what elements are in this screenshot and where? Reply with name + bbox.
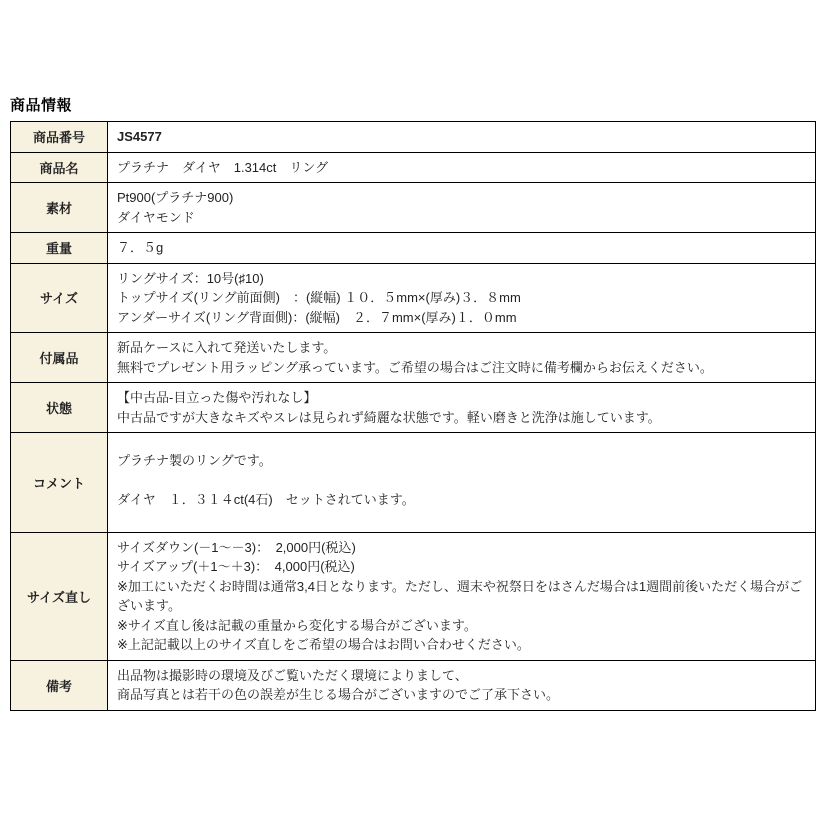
value-line: 中古品ですが大きなキズやスレは見られず綺麗な状態です。軽い磨きと洗浄は施しています。 — [117, 409, 661, 425]
table-row-comment — [11, 433, 816, 533]
row-label: 状態 — [11, 383, 108, 433]
row-value — [108, 532, 816, 660]
table-row-item-number — [11, 122, 816, 153]
row-label: 備考 — [11, 660, 108, 710]
row-label: 商品名 — [11, 152, 108, 183]
table-row-resizing — [11, 532, 816, 660]
value-line: ※サイズ直し後は記載の重量から変化する場合がございます。 — [117, 617, 477, 633]
value-line — [117, 471, 806, 491]
table-row-condition — [11, 383, 816, 433]
row-label: 素材 — [11, 183, 108, 233]
table-row-size — [11, 263, 816, 333]
value-line: 【中古品-目立った傷や汚れなし】 — [117, 390, 317, 405]
row-value — [108, 333, 816, 383]
value-line: ７．５g — [117, 240, 164, 255]
product-info-section — [10, 94, 816, 711]
value-line: アンダーサイズ(リング背面側)：(縦幅) ２．７mm×(厚み)１．０mm — [117, 309, 517, 325]
value-line: JS4577 — [117, 129, 162, 144]
row-label: コメント — [11, 433, 108, 533]
value-line: 無料でプレゼント用ラッピング承っています。ご希望の場合はご注文時に備考欄からお伝えください。 — [117, 359, 713, 375]
value-line: 新品ケースに入れて発送いたします。 — [117, 340, 337, 355]
row-value — [108, 152, 816, 183]
row-value — [108, 660, 816, 710]
row-value — [108, 433, 816, 533]
row-label: サイズ — [11, 263, 108, 333]
table-row-item-name — [11, 152, 816, 183]
value-line: トップサイズ(リング前面側) ：(縦幅) １０．５mm×(厚み)３．８mm — [117, 290, 521, 305]
value-line: ダイヤモンド — [117, 209, 195, 225]
row-value — [108, 183, 816, 233]
value-line: リングサイズ：10号(♯10) — [117, 270, 264, 286]
value-line: ※加工にいただくお時間は通常3,4日となります。ただし、週末や祝祭日をはさんだ場合は1週間前後いただく場合がございます。 — [117, 578, 803, 613]
table-row-weight — [11, 233, 816, 264]
row-value — [108, 122, 816, 153]
table-row-notes — [11, 660, 816, 710]
value-line: プラチナ ダイヤ 1.314ct リング — [117, 159, 329, 175]
value-line: サイズダウン(－1〜－3)： 2,000円(税込) — [117, 539, 356, 555]
table-row-accessories — [11, 333, 816, 383]
table-row-material — [11, 183, 816, 233]
value-line: 商品写真とは若干の色の誤差が生じる場合がございますのでご了承下さい。 — [117, 687, 560, 702]
row-label: 重量 — [11, 233, 108, 264]
value-line: ダイヤ １．３１４ct(4石) セットされています。 — [117, 492, 415, 507]
value-line: ※上記記載以上のサイズ直しをご希望の場合はお問い合わせください。 — [117, 637, 530, 652]
row-label: 商品番号 — [11, 122, 108, 153]
row-value — [108, 263, 816, 333]
row-label: 付属品 — [11, 333, 108, 383]
section-title: 商品情報 — [10, 97, 73, 114]
value-line: サイズアップ(＋1〜＋3)： 4,000円(税込) — [117, 559, 355, 574]
value-line: Pt900(プラチナ900) — [117, 190, 234, 205]
value-line: プラチナ製のリングです。 — [117, 453, 272, 468]
value-line: 出品物は撮影時の環境及びご覧いただく環境によりまして、 — [117, 667, 468, 683]
row-value — [108, 233, 816, 264]
row-value — [108, 383, 816, 433]
product-info-table — [10, 121, 816, 711]
row-label: サイズ直し — [11, 532, 108, 660]
